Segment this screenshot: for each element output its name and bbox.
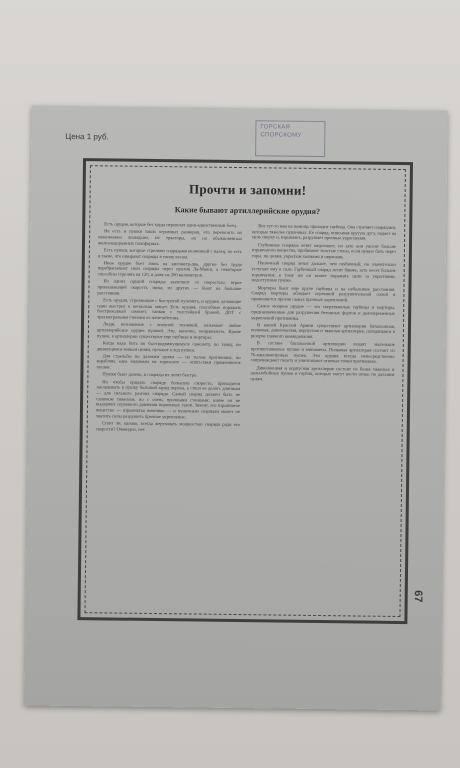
stamp-line: СПОРСКОМУ [260, 132, 302, 139]
article-subtitle: Какие бывают артиллерийские орудия? [174, 205, 321, 217]
article-paragraph: В нашей Красной Армии существуют артиллерия батальонная, полковая, дивизионная, корпусная и тяжелая артиллерия, находящаяся в резерве главного командования. [250, 322, 396, 340]
article-frame-inner [84, 165, 405, 617]
article-paragraph: Для стрельбы по далеким целям — по тылам противника, по кораблям, едва видимым на горизонте — опять-таки применяются пушки. [96, 353, 241, 370]
article-paragraph: Мортиры бьют еще круче гаубицы и на небольшие расстояния. Снаряд мортиры обладает огромной разрушительной силой и применяется против самых прочных укреплений. [251, 284, 396, 303]
article-paragraph: В составе батальонной артиллерии входят маленькие противотанковые пушки и минометы. Полковая артиллерия состоит из 76-миллиметровых пушек. Эти орудия всегда непосредственно сопровождают пехоту и уничтожают огневые точки противника. [250, 340, 395, 365]
article-frame [77, 158, 413, 624]
article-paragraph: Когда надо бить по быстродвижущемуся самолету, по танку, по движущимся живым целям, пускают в ход пушки. [96, 340, 241, 353]
page-number: 67 [411, 590, 424, 603]
article-paragraph: Вот тут-то вам на помощь приходит гаубица. Она стреляет снарядами, которые тяжелее пушечных. Ее снаряд, описывая крутую дугу, падает на цель сверху и, взрываясь, разрушает прочные укрепления. [252, 223, 397, 241]
article-paragraph: Люди, незнакомые с военной техникой, называют любое артиллерийское орудие пушкой. Это, конечно, неправильно. Кроме пушек, в артиллерии существуют еще гаубицы и мортиры. [96, 321, 242, 340]
price-label: Цена 1 руб. [65, 131, 109, 142]
article-paragraph: Самое мощное орудие — это сверхтяжелые гаубицы и мортиры, предназначенные для разрушения бетонных фортов и долговременных укреплений противника. [251, 303, 396, 321]
stamp-line: ГОРСКАЯ [260, 124, 291, 131]
article-paragraph: Стоит ли, однако, всегда жертвовать мощностью снаряда ради его скорости? Очевидно, нет. [95, 420, 240, 432]
article-paragraph: Из одних орудий снаряды вылетают со скоростью, втрое превышающей скорость звука; из других — бьют на большие расстояния. [97, 278, 242, 296]
booklet-back-cover [24, 105, 447, 710]
article-paragraph: Есть орудия, стреляющие с быстротой пулемета, и орудия, делающие один выстрел в несколько минут. Есть орудия, способные поражать быстроходный самолет, танков с толстейшей броней, ДОТ с трехметровыми стенами из железобетона. [97, 297, 242, 321]
article-paragraph: Пушки бьют далеко, и снаряды их летят быстро. [102, 371, 198, 378]
article-body [94, 221, 396, 585]
article-paragraph: Есть пушки, которые стреляют снарядами величиной с палец, но есть и такие, что швыряют снаряды в тонну весом. [97, 247, 242, 259]
article-title: Прочти и запомни! [188, 181, 307, 198]
library-stamp [255, 120, 325, 157]
article-paragraph: Но чтобы придать снаряду большую скорость, приходится закладывать в пушку большой заряд пороха, а ствол ее делать длинным — для сильного разгона снаряда. Самый снаряд должен быть не слишком тяжелым, но с очень прочными стенками; иначе он не выдержит огромного давления пороховых газов. Значит, его взрывчатое вещество — взрывчатка невелико — и пушечным снарядам может не хватить силы разрушить прочное укрепление. [95, 378, 241, 420]
article-paragraph: Не есть и пушки таких огромных размеров, что перевозить их невозможно лошадьми, их тракторы, их на обыкновенных железнодорожных платформах. [97, 228, 243, 246]
article-paragraph: Глубинные снаряды летят медленнее, но зато они уносят больше взрывчатого вещества, пробивают толстые стены, если нужно бить через горы, по целям, укрытым холмами и оврагами. [251, 241, 397, 260]
article-paragraph: Пушечный снаряд летит дальше, чем гаубичный, но значительно уступает ему в силе. Гаубичный снаряд летит ближе, зато несет больше взрывчатки; к тому же он может поражать цели за укрытиями, недоступные пушке. [251, 260, 396, 284]
article-paragraph: Дивизионная и корпусная артиллерия состоит из более тяжелых и дальнобойных пушек и гаубиц, которые могут вести огонь по дальним целям. [250, 364, 395, 382]
article-paragraph: Есть орудия, которые без труда перевозят один-единственный боец. [104, 221, 238, 228]
article-column-left [94, 221, 242, 583]
article-column-right [248, 223, 396, 585]
article-paragraph: Иное орудие бьет лишь на километр-два, другие без труда перебрасывают свои снаряды через пролив Ла-Манш, а некоторые способны стрелять на 120, и даже на 200 километров. [97, 260, 242, 278]
